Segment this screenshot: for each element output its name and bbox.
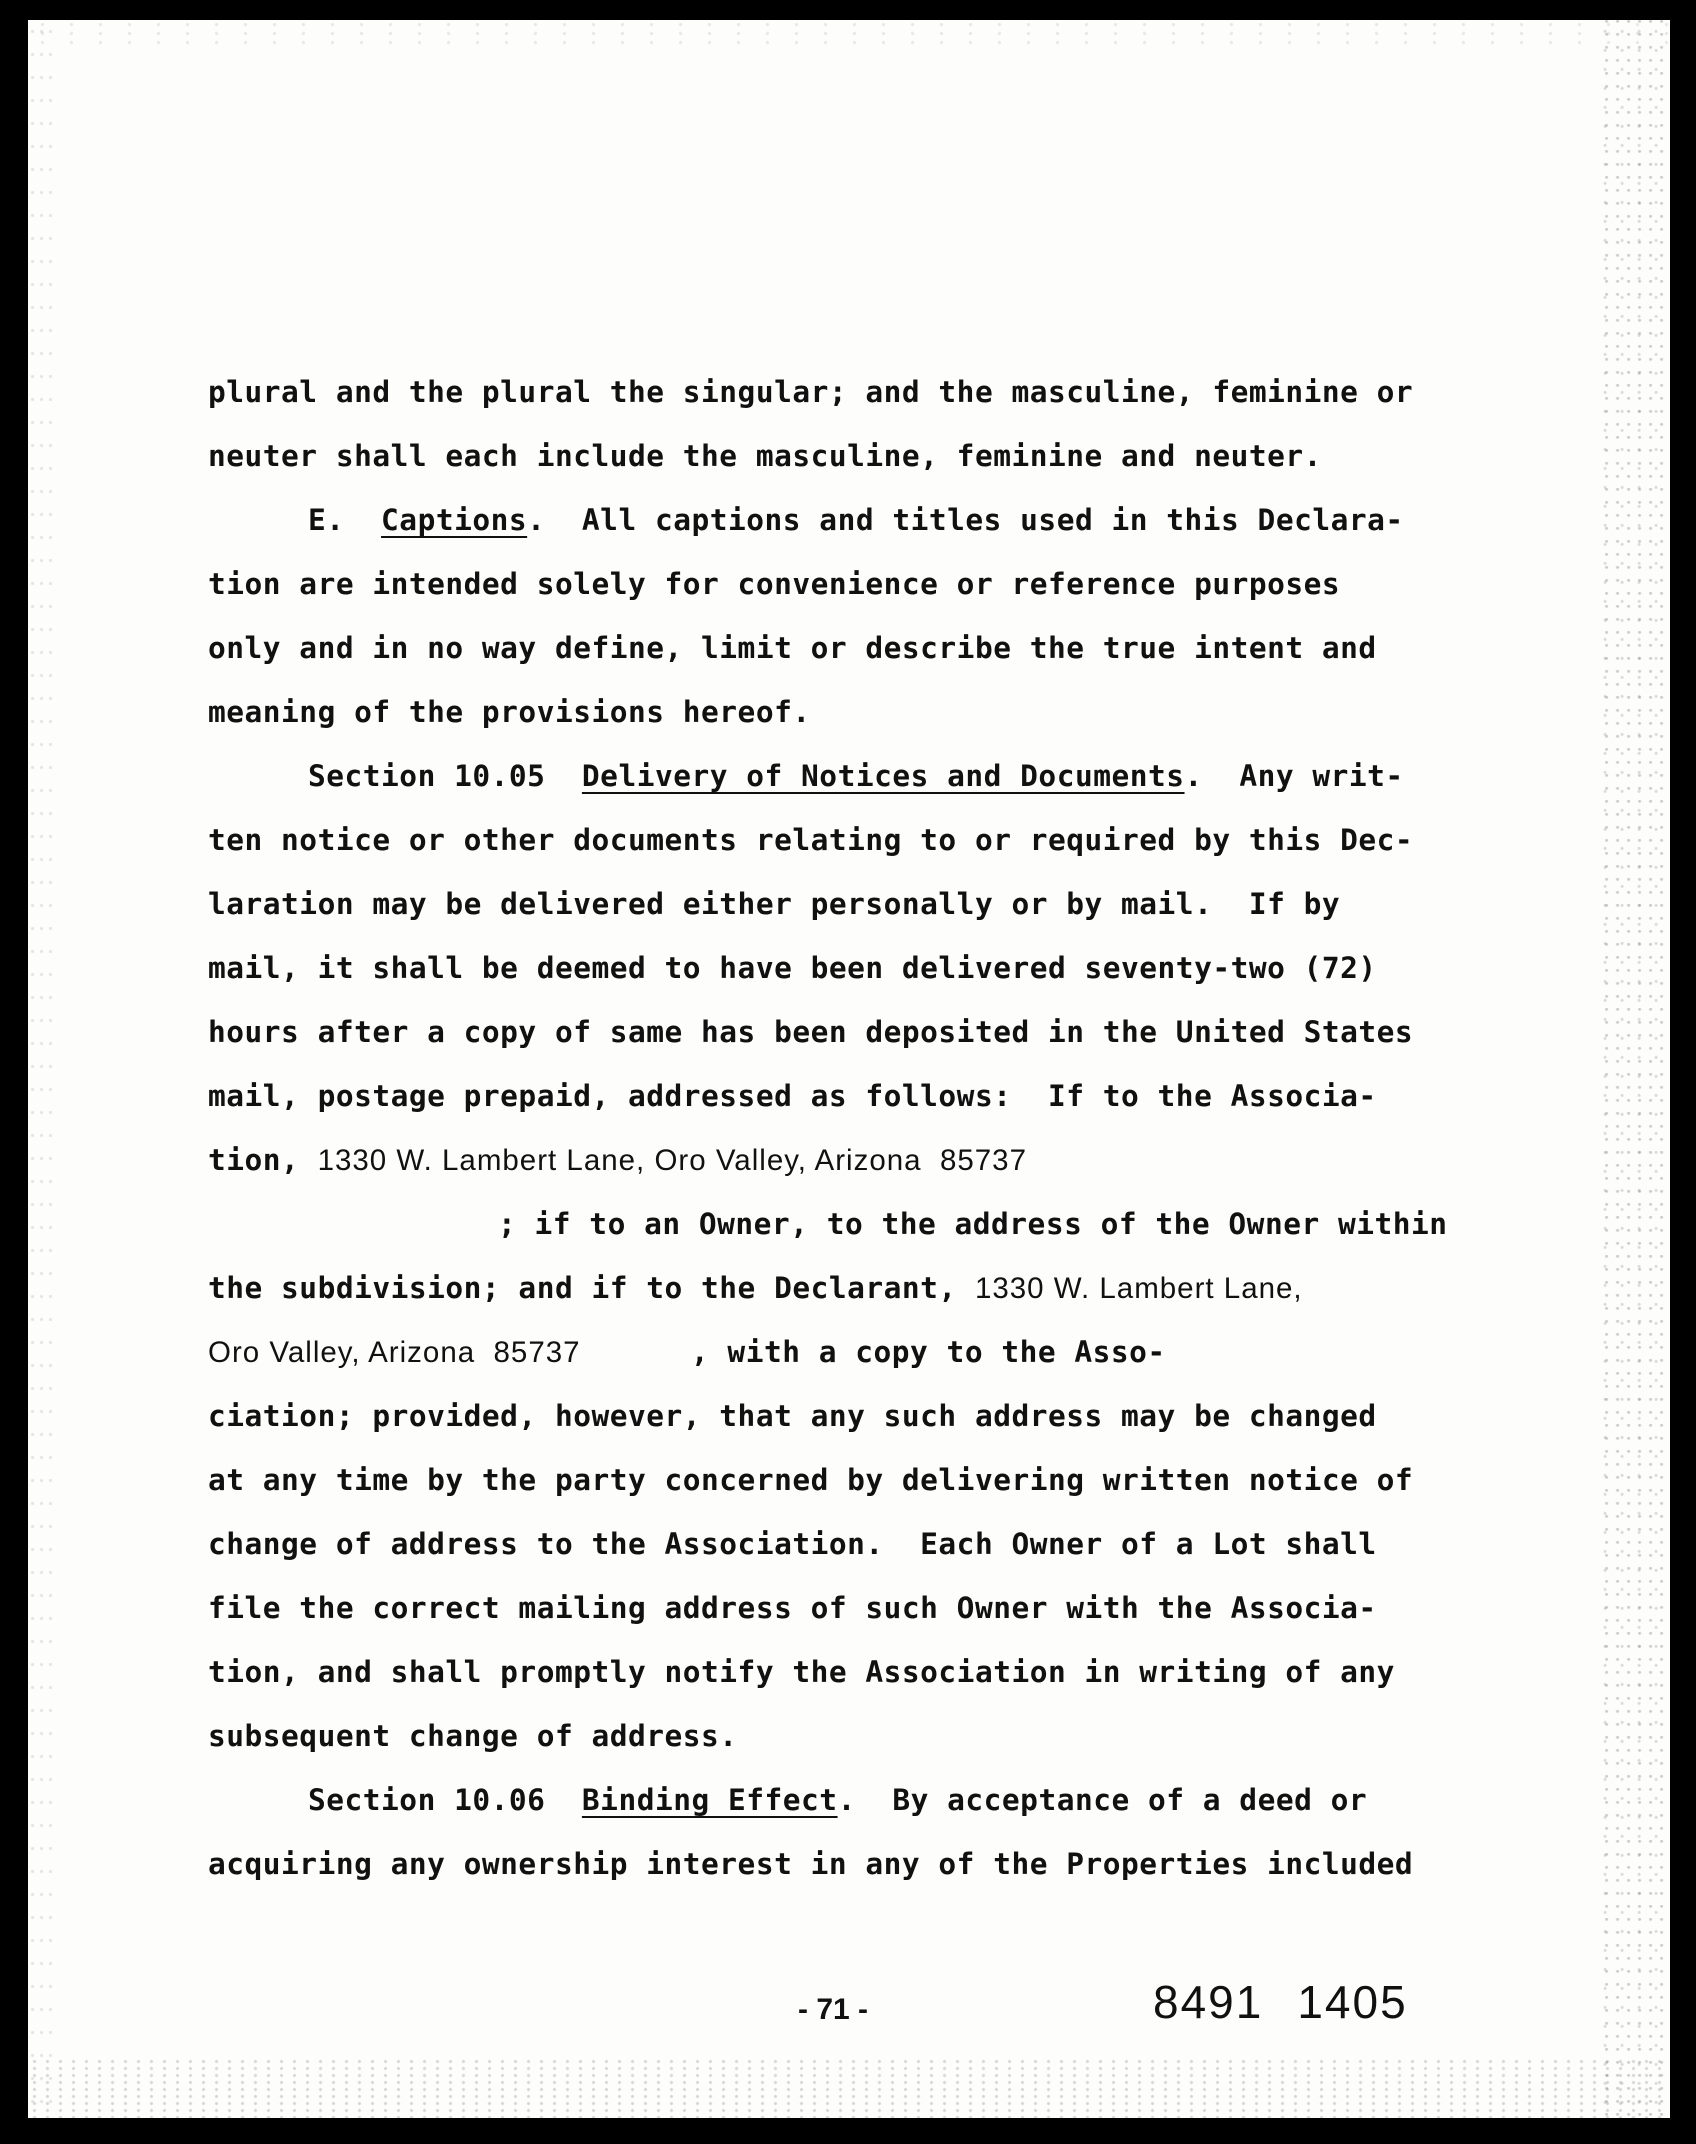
text-line: ciation; provided, however, that any such address may be changed [208,1399,1377,1433]
section-10-05-heading: Delivery of Notices and Documents [581,759,1185,793]
scan-noise-left [28,20,58,2118]
text-run: , with a copy to the Asso- [690,1335,1166,1369]
text-run: tion, [208,1143,318,1177]
text-line: mail, postage prepaid, addressed as follows: If to the Associa- [208,1079,1377,1113]
text-run: . By acceptance of a deed or [837,1783,1368,1817]
section-number: Section 10.06 [308,1783,582,1817]
text-run: the subdivision; and if to the Declarant, [208,1271,975,1305]
text-line: acquiring any ownership interest in any of the Properties included [208,1847,1414,1881]
declarant-address: 1330 W. Lambert Lane, [974,1272,1303,1305]
text-line: tion, and shall promptly notify the Association in writing of any [208,1655,1395,1689]
text-line: plural and the plural the singular; and the masculine, feminine or [208,375,1414,409]
declarant-address-line-2 [208,1320,1548,1384]
text-line: laration may be delivered either personally or by mail. If by [208,887,1341,921]
association-address: 1330 W. Lambert Lane, Oro Valley, Arizona 85737 [317,1144,1027,1177]
page-number: - 71 - [798,1993,869,2026]
text-run: . Any writ- [1184,759,1404,793]
section-10-05-start [208,744,1548,808]
subsection-label: E. [308,503,382,537]
captions-heading: Captions [381,503,528,537]
text-line: only and in no way define, limit or describe the true intent and [208,631,1377,665]
declarant-city: Oro Valley, Arizona 85737 [208,1336,691,1369]
text-line: change of address to the Association. Each Owner of a Lot shall [208,1527,1377,1561]
captions-paragraph-start [208,488,1548,552]
text-line: neuter shall each include the masculine, feminine and neuter. [208,439,1322,473]
section-number: Section 10.05 [308,759,582,793]
recording-page: 1405 [1297,1976,1408,2028]
text-line: at any time by the party concerned by delivering written notice of [208,1463,1414,1497]
scan-noise-right [1600,20,1670,2118]
recording-stamp [1153,1975,1408,2029]
text-line: subsequent change of address. [208,1719,738,1753]
text-line: tion are intended solely for convenience or reference purposes [208,567,1341,601]
section-10-06-start [208,1768,1548,1832]
recording-book: 8491 [1153,1976,1264,2028]
text-line: ; if to an Owner, to the address of the Owner within [498,1207,1448,1241]
text-line: mail, it shall be deemed to have been delivered seventy-two (72) [208,951,1377,985]
text-line: ten notice or other documents relating to or required by this Dec- [208,823,1414,857]
association-address-line [208,1128,1548,1192]
declarant-address-line [208,1256,1548,1320]
section-10-06-heading: Binding Effect [581,1783,838,1817]
document-body [208,360,1548,1896]
text-run: . All captions and titles used in this Declara- [527,503,1404,537]
text-line: file the correct mailing address of such Owner with the Associa- [208,1591,1377,1625]
scan-noise-top [28,20,1670,50]
scan-noise-bottom [28,2058,1670,2118]
scanned-page [28,20,1670,2118]
text-line: meaning of the provisions hereof. [208,695,811,729]
text-line: hours after a copy of same has been deposited in the United States [208,1015,1414,1049]
